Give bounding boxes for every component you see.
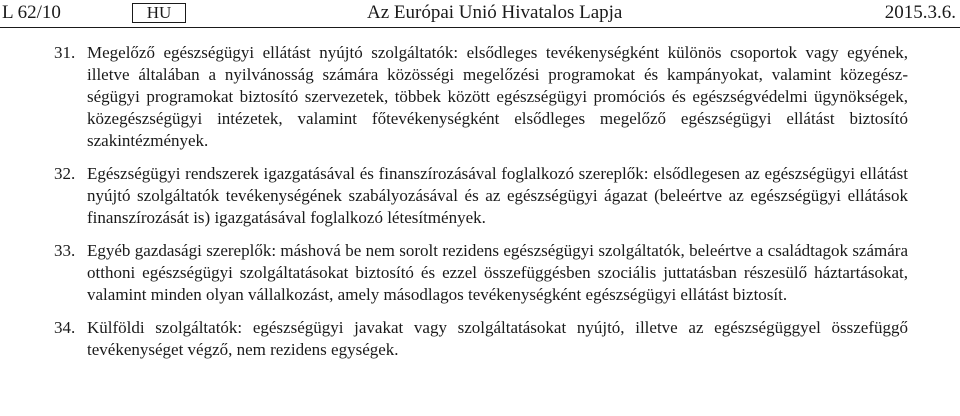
item-text: Megelőző egészségügyi ellátást nyújtó szolgáltatók: elsődleges tevékenységként különös csoportok vagy egyének, illetve általában a nyilvánosság számára közösségi megelőzési programokat és kampányokat, valamint közegész-ségügyi programokat biztosító szervezetek, többek között egészségügyi promóciós és egészségvédelmi ügynökségek, közegészségügyi intézetek, valamint főtevékenységként elsődleges megelőző egészségügyi ellátást biztosító szakintézmények. (87, 43, 908, 150)
item-text: Külföldi szolgáltatók: egészségügyi javakat vagy szolgáltatásokat nyújtó, illetve az egészségüggyel összefüggő tevékenységet végző, nem rezidens egységek. (87, 318, 908, 359)
page-header (0, 0, 960, 30)
journal-title: Az Európai Unió Hivatalos Lapja (367, 2, 623, 23)
item-text: Egészségügyi rendszerek igazgatásával és finanszírozásával foglalkozó szereplők: elsődlegesen az egészségügyi ellátást nyújtó szolgáltatók tevékenységének szabályozásával és az egészségügyi ágazat (beleértve az egészségügyi ellátások finanszírozását is) igazgatásával foglalkozó létesítmények. (87, 164, 908, 227)
definition-item-34 (0, 317, 908, 361)
definition-item-31 (0, 42, 908, 152)
item-number: 33. (54, 241, 76, 260)
item-number: 31. (54, 43, 76, 62)
item-number: 32. (54, 164, 76, 183)
definition-item-32 (0, 163, 908, 229)
item-text: Egyéb gazdasági szereplők: máshová be nem sorolt rezidens egészségügyi szolgáltatók, beleértve a családtagok számára otthoni egészségügyi szolgáltatásokat biztosító és ezzel összefüggésben szociális juttatásban részesülő háztartásokat, valamint minden olyan vállalkozást, amely másodlagos tevékenységként egészségügyi ellátást biztosít. (87, 241, 908, 304)
definition-item-33 (0, 240, 908, 306)
document-body (0, 42, 960, 372)
language-code-box: HU (132, 3, 186, 23)
item-number: 34. (54, 318, 76, 337)
page-reference: L 62/10 (2, 2, 61, 23)
publication-date: 2015.3.6. (884, 2, 956, 23)
header-divider (0, 27, 960, 28)
